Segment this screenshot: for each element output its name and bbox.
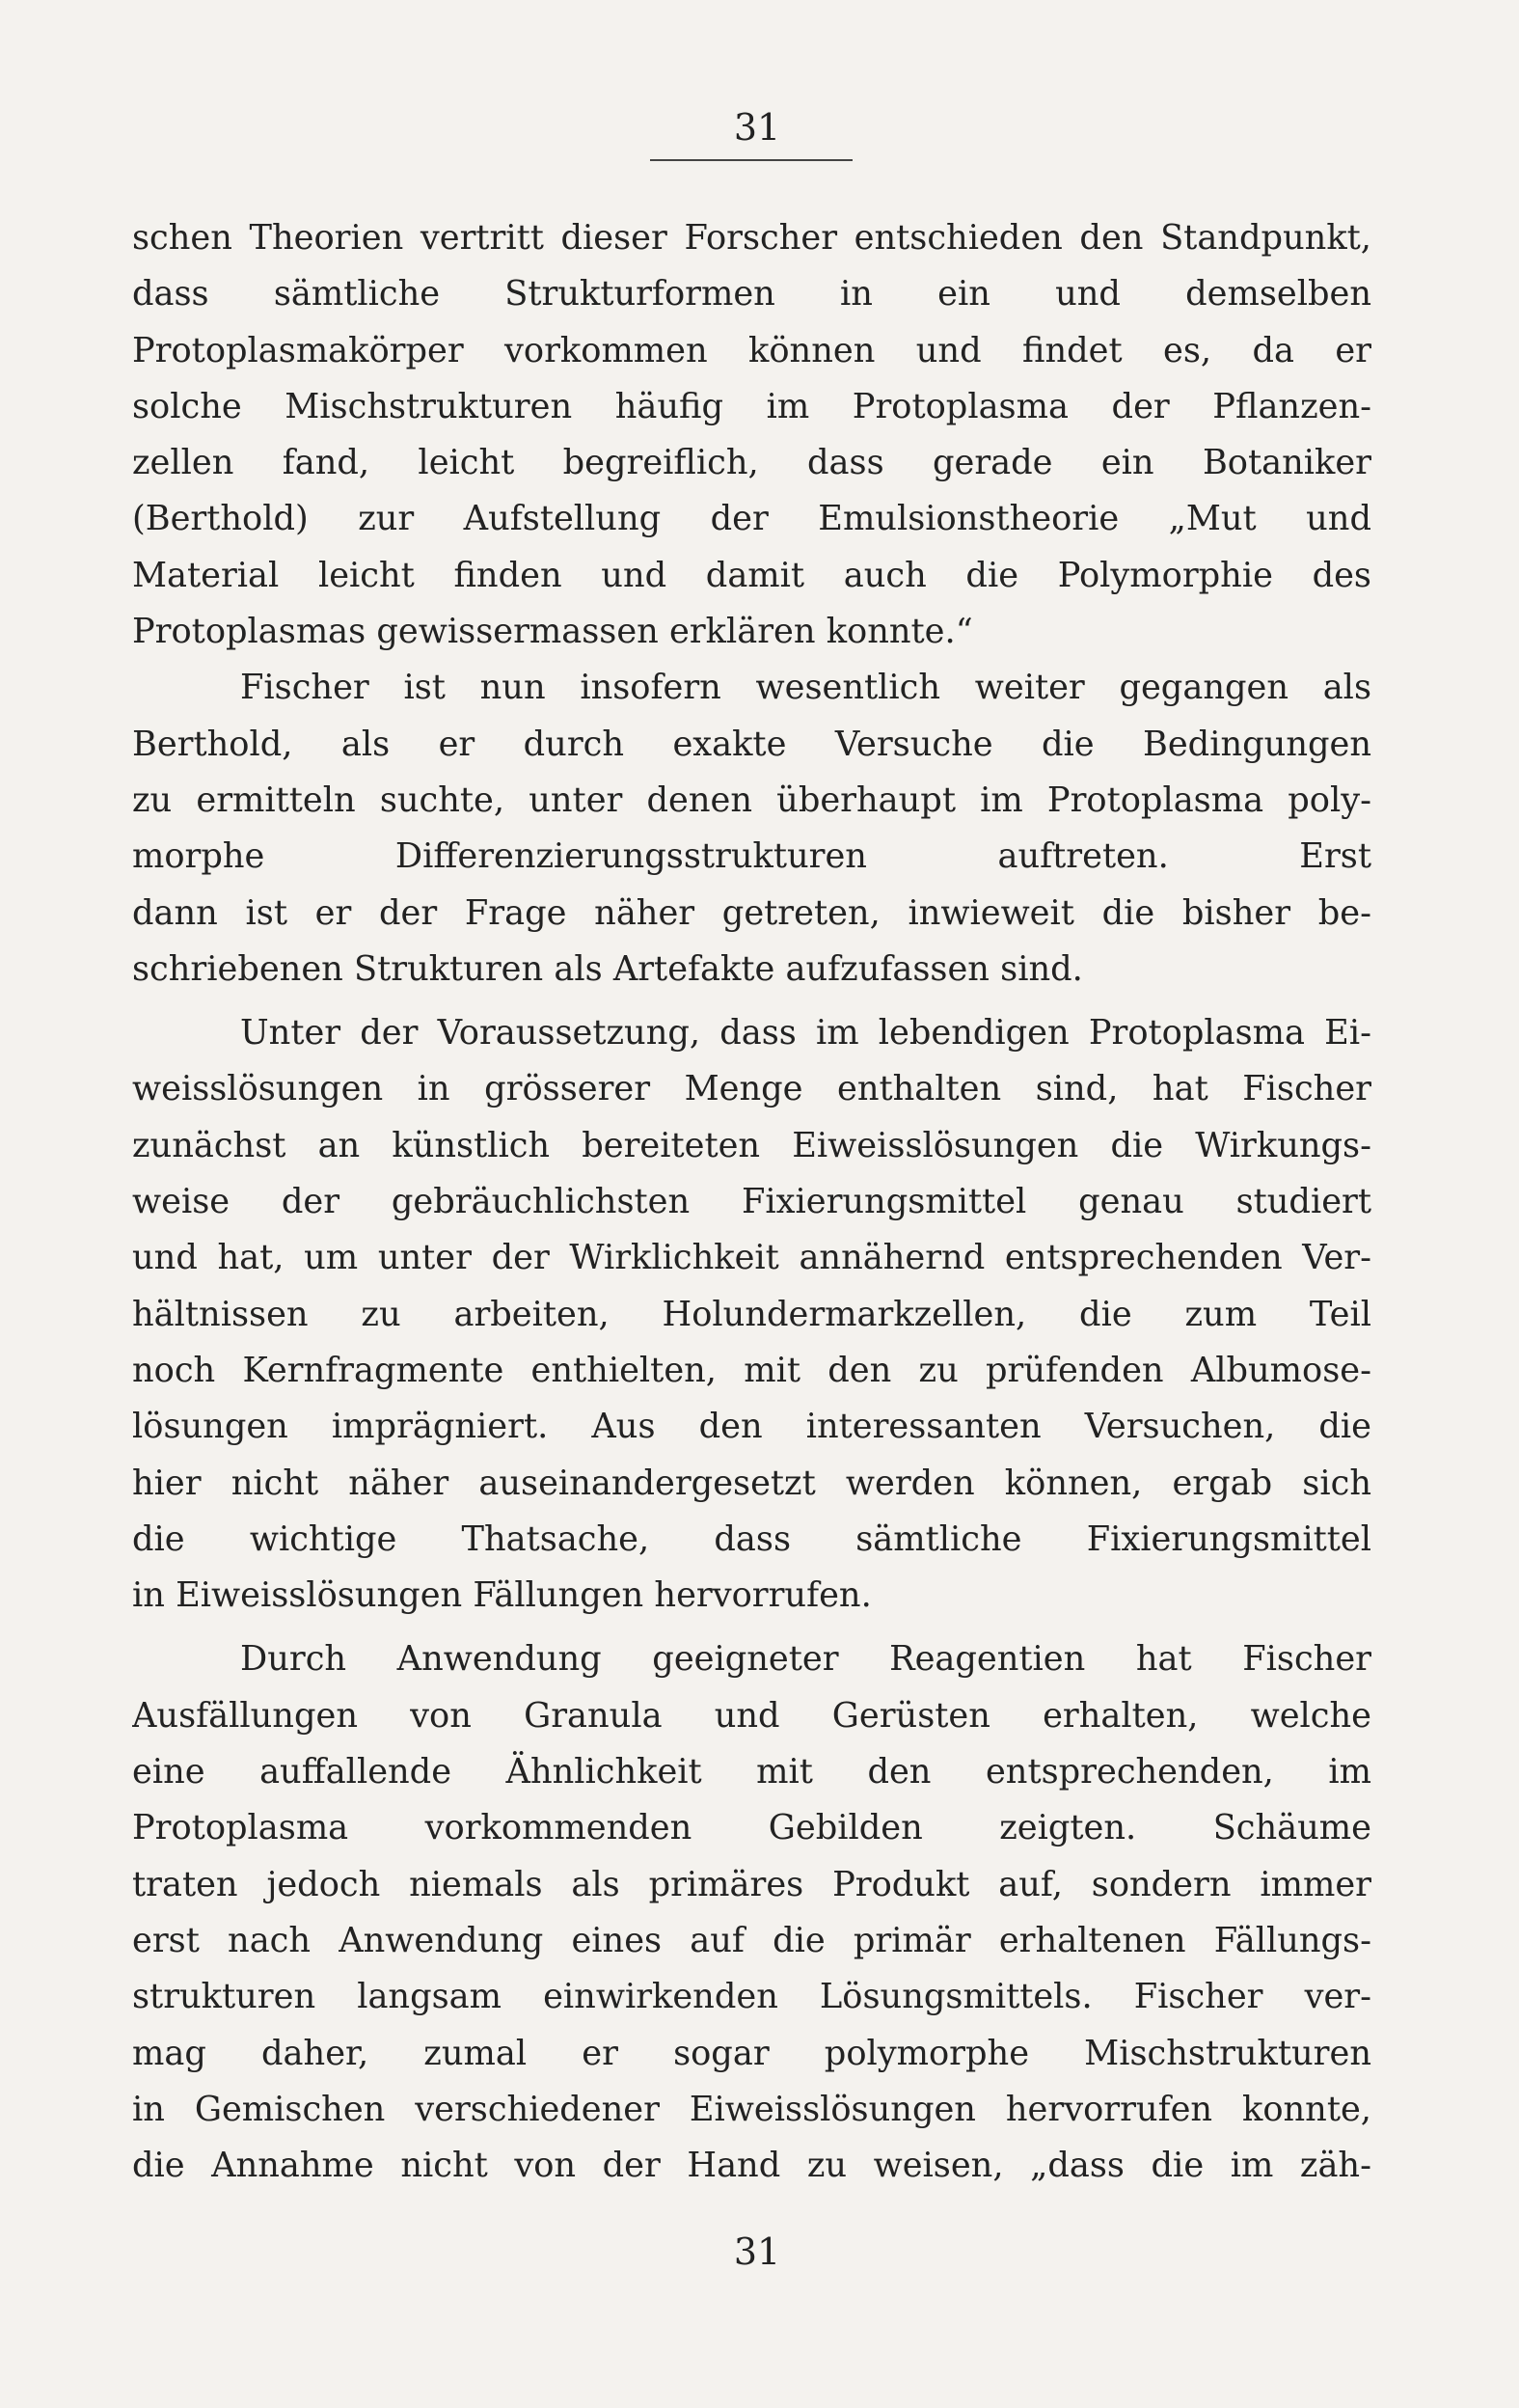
text-line: zellen fand, leicht begreiflich, dass gerade ein Botaniker: [132, 443, 1371, 483]
text-line: Protoplasma vorkommenden Gebilden zeigten. Schäume: [132, 1808, 1371, 1848]
text-line: in Eiweisslösungen Fällungen hervorrufen.: [132, 1575, 872, 1616]
text-line: und hat, um unter der Wirklichkeit annähernd entsprechenden Ver-: [132, 1238, 1371, 1278]
text-line: die Annahme nicht von der Hand zu weisen, „dass die im zäh-: [132, 2146, 1371, 2186]
text-line: erst nach Anwendung eines auf die primär erhaltenen Fällungs-: [132, 1920, 1371, 1960]
header-page-number: 31: [733, 106, 781, 149]
text-line: morphe Differenzierungsstrukturen auftreten. Erst: [132, 836, 1371, 877]
text-line: traten jedoch niemals als primäres Produkt auf, sondern immer: [132, 1864, 1371, 1904]
text-line: noch Kernfragmente enthielten, mit den zu prüfenden Albumose-: [132, 1350, 1371, 1390]
text-line: Ausfällungen von Granula und Gerüsten erhalten, welche: [132, 1695, 1371, 1736]
header-rule: [650, 159, 853, 161]
text-line: Material leicht finden und damit auch die Polymorphie des: [132, 555, 1371, 595]
text-line: Protoplasmakörper vorkommen können und findet es, da er: [132, 330, 1371, 370]
text-line: Protoplasmas gewissermassen erklären konnte.“: [132, 612, 973, 652]
body-text: [132, 210, 1371, 2194]
text-line: weisslösungen in grösserer Menge enthalten sind, hat Fischer: [132, 1069, 1371, 1109]
text-line: hier nicht näher auseinandergesetzt werden können, ergab sich: [132, 1463, 1371, 1503]
text-line: weise der gebräuchlichsten Fixierungsmittel genau studiert: [132, 1182, 1371, 1222]
text-line: mag daher, zumal er sogar polymorphe Mischstrukturen: [132, 2033, 1371, 2073]
text-line: strukturen langsam einwirkenden Lösungsmittels. Fischer ver-: [132, 1977, 1371, 2017]
text-line: schriebenen Strukturen als Artefakte aufzufassen sind.: [132, 948, 1083, 989]
paragraph-4: [132, 1631, 1371, 2194]
text-line: Unter der Voraussetzung, dass im lebendigen Protoplasma Ei-: [240, 1013, 1371, 1054]
text-line: in Gemischen verschiedener Eiweisslösungen hervorrufen konnte,: [132, 2089, 1371, 2129]
text-line: dass sämtliche Strukturformen in ein und demselben: [132, 274, 1371, 315]
paragraph-3: [132, 1005, 1371, 1624]
text-line: eine auffallende Ähnlichkeit mit den entsprechenden, im: [132, 1752, 1371, 1792]
paragraph-gap: [132, 998, 1371, 1005]
text-line: zu ermitteln suchte, unter denen überhaupt im Protoplasma poly-: [132, 780, 1371, 820]
text-line: schen Theorien vertritt dieser Forscher entschieden den Standpunkt,: [132, 218, 1371, 258]
text-line: lösungen imprägniert. Aus den interessanten Versuchen, die: [132, 1407, 1371, 1447]
text-line: Durch Anwendung geeigneter Reagentien hat Fischer: [240, 1639, 1371, 1680]
footer-page-number: 31: [733, 2230, 781, 2273]
text-line: die wichtige Thatsache, dass sämtliche Fixierungsmittel: [132, 1519, 1371, 1559]
text-line: dann ist er der Frage näher getreten, inwieweit die bisher be-: [132, 892, 1371, 933]
text-line: hältnissen zu arbeiten, Holundermarkzellen, die zum Teil: [132, 1294, 1371, 1334]
text-line: Fischer ist nun insofern wesentlich weiter gegangen als: [240, 668, 1371, 708]
text-line: Berthold, als er durch exakte Versuche die Bedingungen: [132, 724, 1371, 764]
paragraph-1: [132, 210, 1371, 660]
paragraph-gap: [132, 1624, 1371, 1631]
text-line: zunächst an künstlich bereiteten Eiweisslösungen die Wirkungs-: [132, 1125, 1371, 1165]
text-line: solche Mischstrukturen häufig im Protoplasma der Pflanzen-: [132, 386, 1371, 426]
text-line: (Berthold) zur Aufstellung der Emulsionstheorie „Mut und: [132, 499, 1371, 539]
paragraph-2: [132, 660, 1371, 998]
